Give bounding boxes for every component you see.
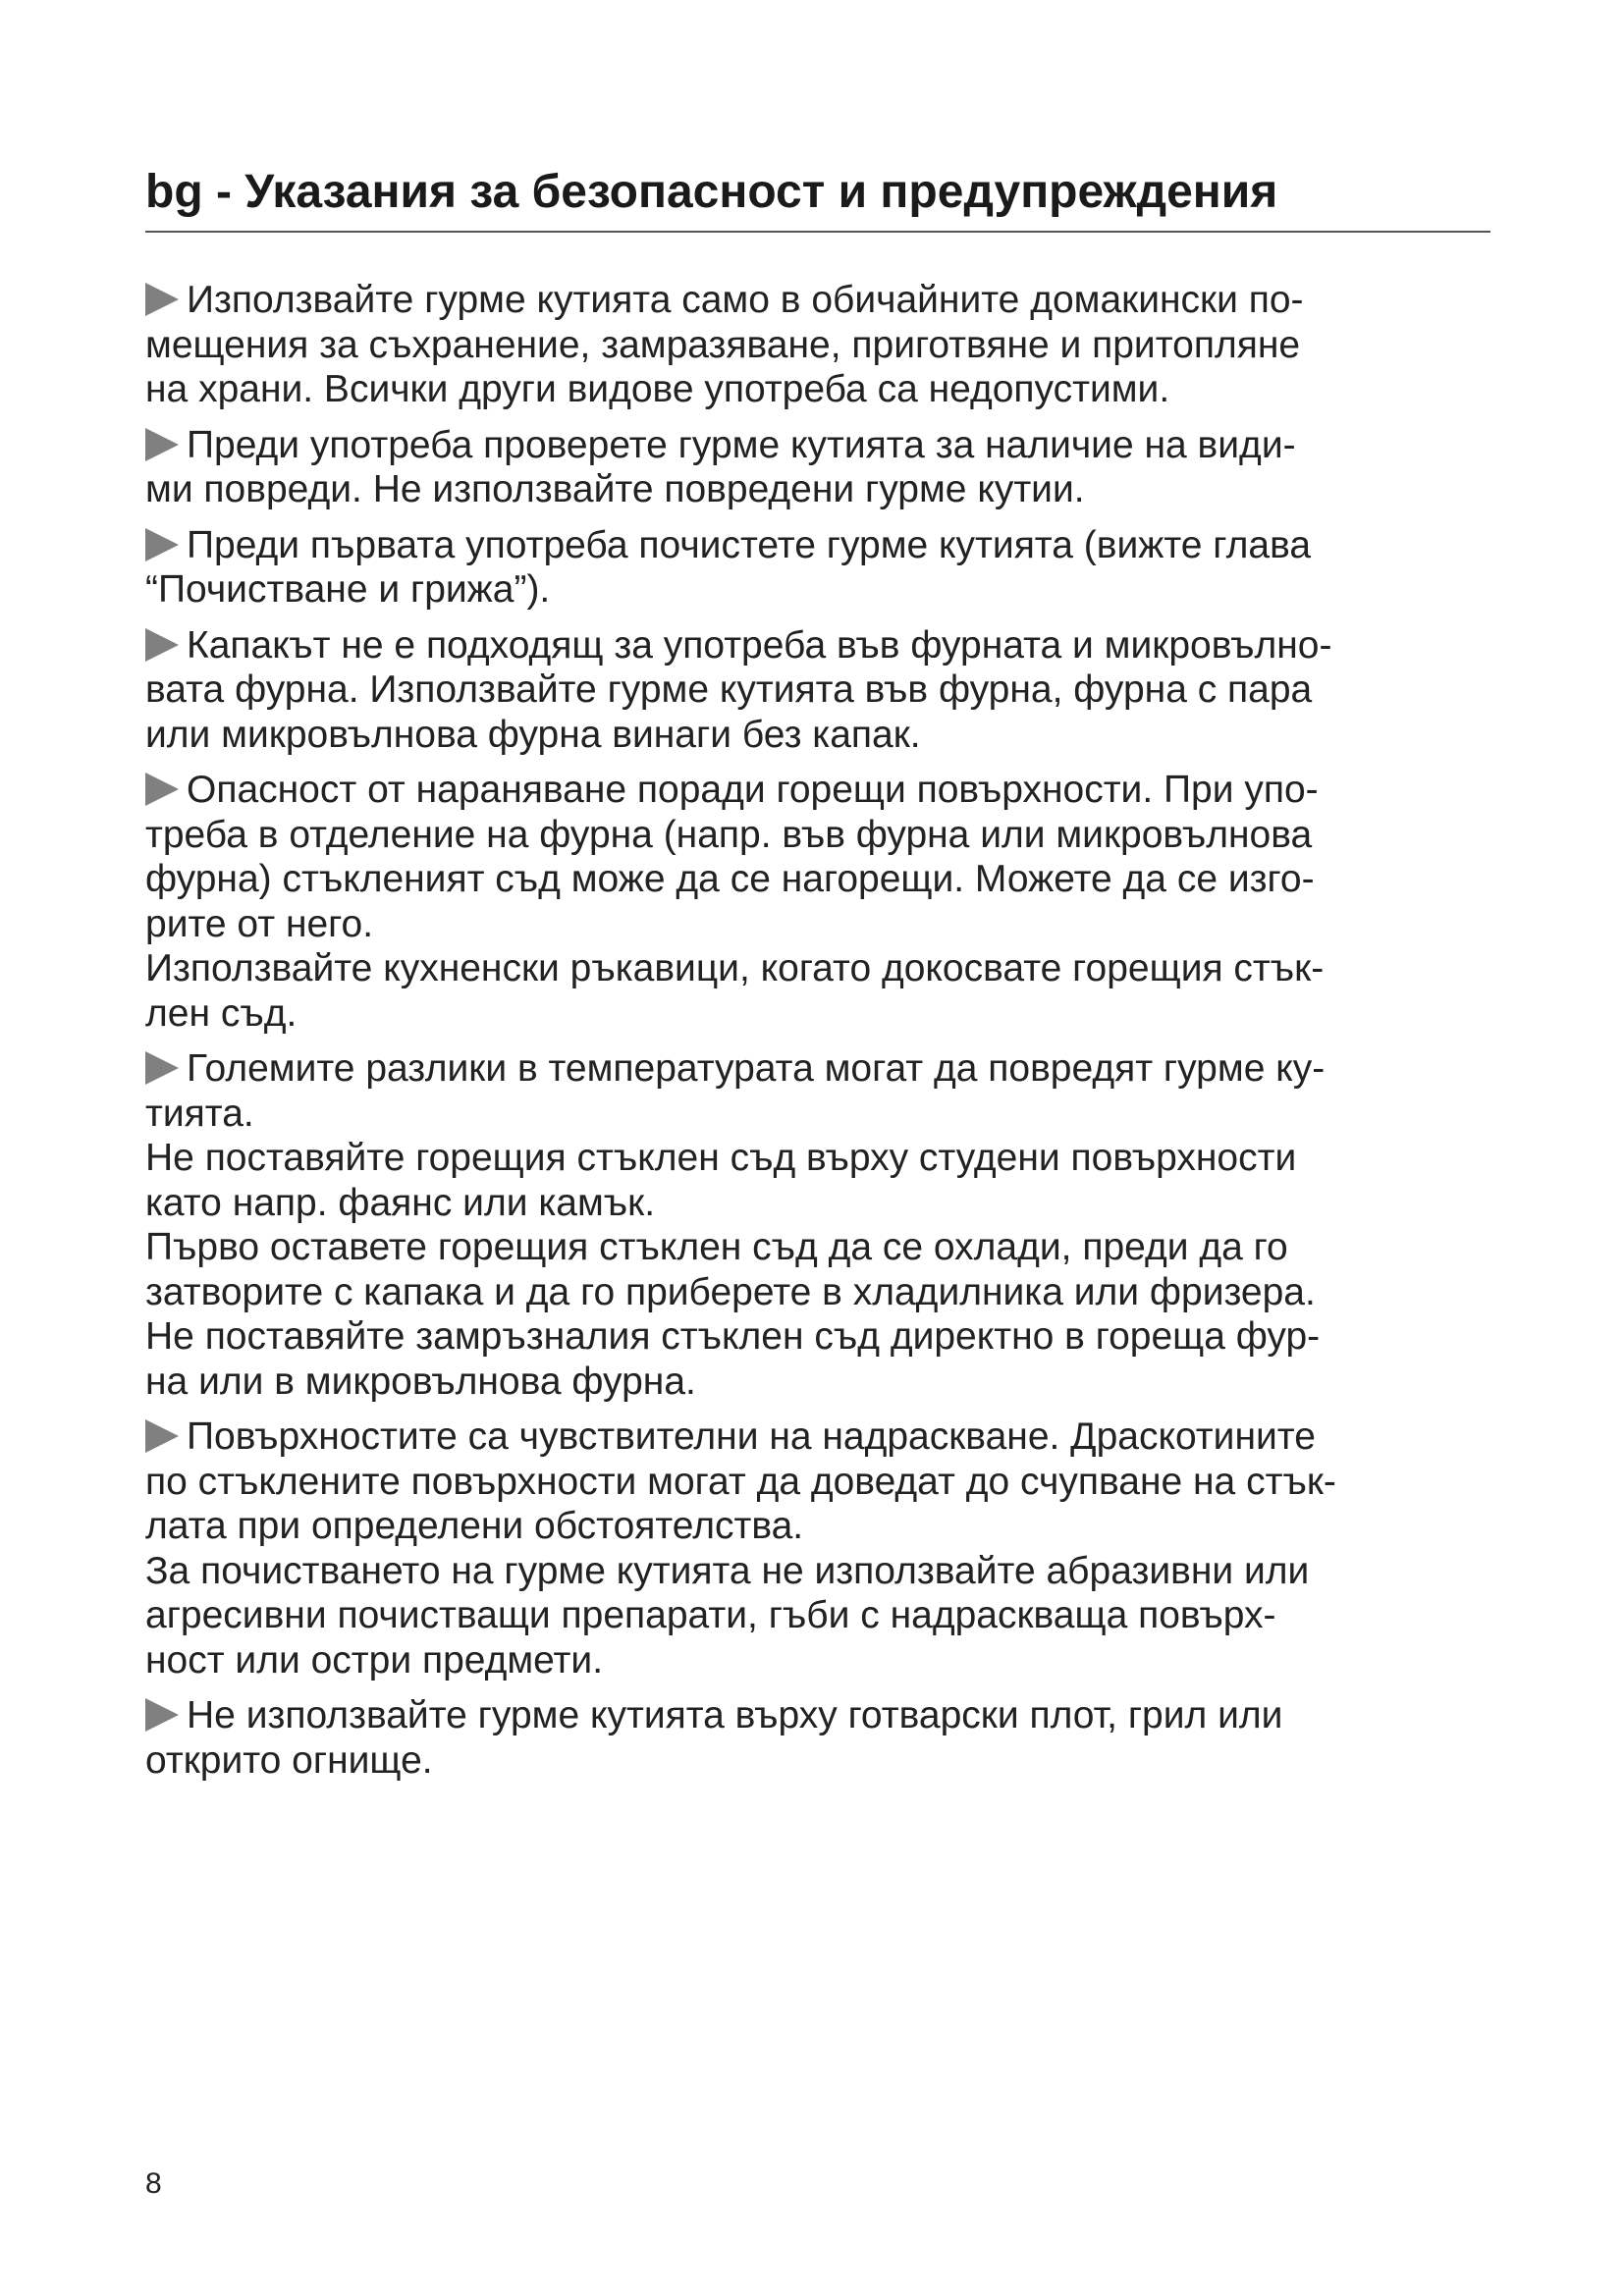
paragraph-line: лата при определени обстоятелства. [145,1505,804,1547]
paragraph-line: мещения за съхранение, замразяване, приготвяне и притопляне [145,323,1301,366]
paragraph-line: Опасност от нараняване поради горещи повърхности. При упо- [145,768,1500,813]
paragraph-line: агресивни почистващи препарати, гъби с надраскваща повърх- [145,1594,1276,1636]
instruction-paragraph [145,768,1500,1036]
paragraph-line: фурна) стъкленият съд може да се нагорещи. Можете да се изго- [145,858,1315,900]
bullet-triangle-icon [145,628,179,662]
paragraph-line: вата фурна. Използвайте гурме кутията във фурна, фурна с пара [145,668,1313,711]
paragraph-line: на или в микровълнова фурна. [145,1360,696,1403]
paragraph-line: рите от него. [145,902,374,945]
instruction-paragraph [145,623,1500,758]
paragraph-line: Използвайте гурме кутията само в обичайните домакински по- [145,278,1500,323]
paragraph-line: Преди употреба проверете гурме кутията за наличие на види- [145,423,1500,468]
paragraph-line: “Почистване и грижа”). [145,568,551,611]
paragraph-line: затворите с капака и да го приберете в хладилника или фризера. [145,1270,1316,1313]
instruction-paragraph [145,1415,1500,1682]
instruction-paragraph [145,1046,1500,1404]
title-divider [145,231,1490,233]
paragraph-line: Преди първата употреба почистете гурме кутията (вижте глава [145,523,1500,568]
bullet-triangle-icon [145,773,179,806]
paragraph-line: Повърхностите са чувствителни на надраскване. Драскотините [145,1415,1500,1460]
instruction-paragraph [145,423,1500,512]
paragraph-line: открито огнище. [145,1738,433,1782]
paragraph-line: Не използвайте гурме кутията върху готварски плот, грил или [145,1693,1500,1738]
paragraph-line: треба в отделение на фурна (напр. във фурна или микровълнова [145,813,1313,856]
safety-instructions [145,278,1500,1793]
instruction-paragraph [145,278,1500,412]
paragraph-line: ност или остри предмети. [145,1638,604,1682]
paragraph-line: на храни. Всички други видове употреба са недопустими. [145,368,1170,410]
bullet-triangle-icon [145,1698,179,1732]
paragraph-line: по стъклените повърхности могат да доведат до счупване на стък- [145,1460,1336,1503]
bullet-triangle-icon [145,1419,179,1453]
paragraph-line: Не поставяйте замръзналия стъклен съд директно в гореща фур- [145,1315,1321,1358]
paragraph-line: лен съд. [145,991,298,1035]
bullet-triangle-icon [145,528,179,561]
instruction-paragraph [145,523,1500,613]
paragraph-line: Големите разлики в температурата могат да повредят гурме ку- [145,1046,1500,1092]
bullet-triangle-icon [145,283,179,316]
paragraph-line: ми повреди. Не използвайте повредени гурме кутии. [145,468,1085,510]
instruction-paragraph [145,1693,1500,1783]
bullet-triangle-icon [145,428,179,461]
bullet-triangle-icon [145,1051,179,1085]
paragraph-line: или микровълнова фурна винаги без капак. [145,713,921,756]
paragraph-line: като напр. фаянс или камък. [145,1181,656,1224]
paragraph-line: Не поставяйте горещия стъклен съд върху студени повърхности [145,1137,1297,1179]
paragraph-line: Първо оставете горещия стъклен съд да се охлади, преди да го [145,1226,1288,1268]
paragraph-line: Използвайте кухненски ръкавици, когато докосвате горещия стък- [145,947,1325,989]
page-title: bg - Указания за безопасност и предупреждения [145,166,1278,218]
paragraph-line: За почистването на гурме кутията не използвайте абразивни или [145,1549,1310,1592]
paragraph-line: тията. [145,1092,254,1135]
page-number: 8 [145,2167,162,2200]
paragraph-line: Капакът не е подходящ за употреба във фурната и микровълно- [145,623,1500,668]
